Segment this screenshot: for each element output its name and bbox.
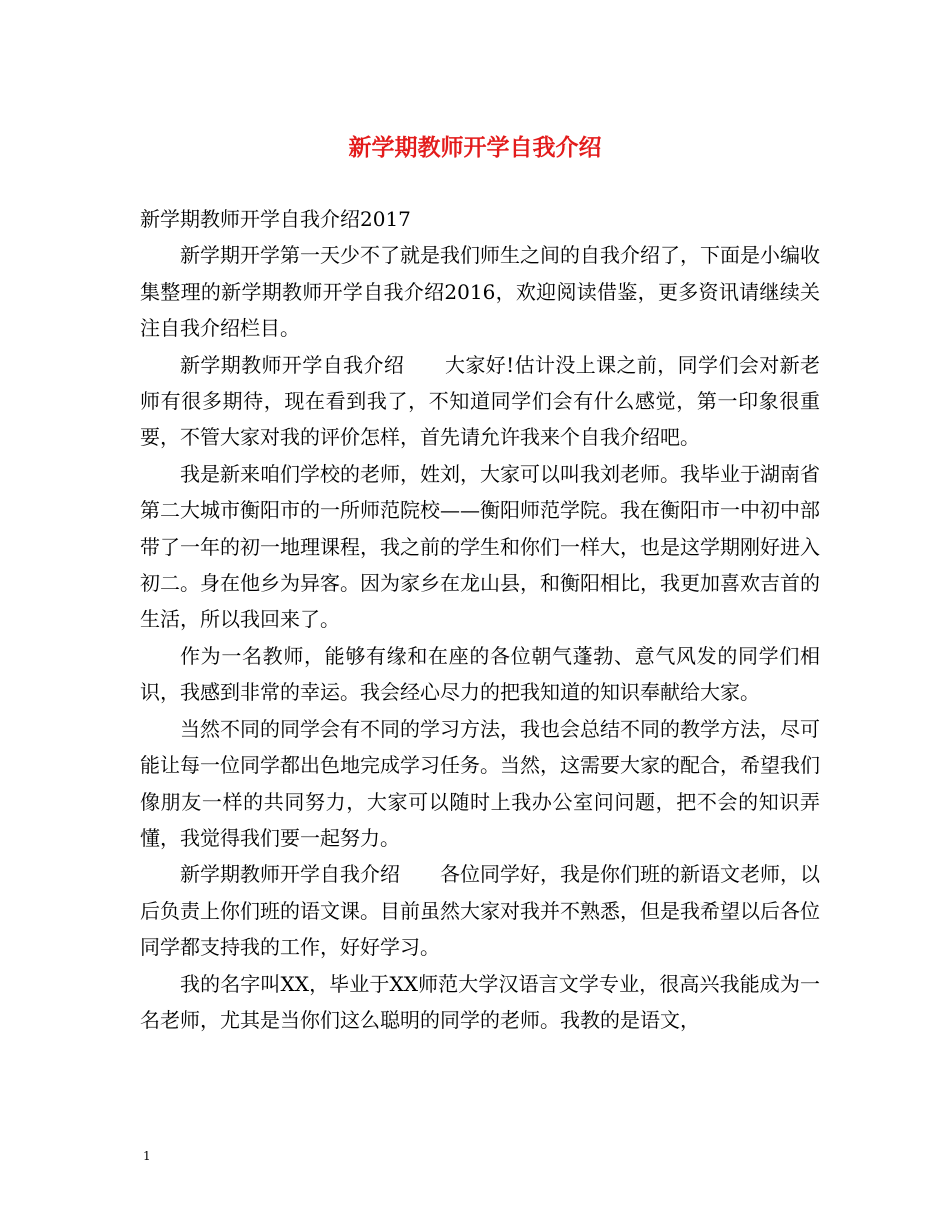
document-body xyxy=(140,201,820,1038)
paragraph-subtitle: 新学期教师开学自我介绍2017 xyxy=(140,207,411,231)
document-title: 新学期教师开学自我介绍 xyxy=(348,134,602,161)
paragraph-background: 我是新来咱们学校的老师，姓刘，大家可以叫我刘老师。我毕业于湖南省第二大城市衡阳市的一所师范院校——衡阳师范学院。我在衡阳市一中初中部带了一年的初一地理课程，我之前的学生和你们一样大，也是这学期刚好进入初二。身在他乡为异客。因为家乡在龙山县，和衡阳相比，我更加喜欢吉首的生活，所以我回来了。 xyxy=(140,461,820,632)
paragraph-methods: 当然不同的同学会有不同的学习方法，我也会总结不同的教学方法，尽可能让每一位同学都出色地完成学习任务。当然，这需要大家的配合，希望我们像朋友一样的共同努力，大家可以随时上我办公室问问题，把不会的知识弄懂，我觉得我们要一起努力。 xyxy=(140,716,820,850)
paragraph-chinese-teacher: 新学期教师开学自我介绍 各位同学好，我是你们班的新语文老师，以后负责上你们班的语文课。目前虽然大家对我并不熟悉，但是我希望以后各位同学都支持我的工作，好好学习。 xyxy=(140,862,820,960)
paragraph-name: 我的名字叫XX，毕业于XX师范大学汉语言文学专业，很高兴我能成为一名老师，尤其是当你们这么聪明的同学的老师。我教的是语文， xyxy=(140,971,820,1032)
paragraph-gratitude: 作为一名教师，能够有缘和在座的各位朝气蓬勃、意气风发的同学们相识，我感到非常的幸运。我会经心尽力的把我知道的知识奉献给大家。 xyxy=(140,643,820,705)
page-number: 1 xyxy=(143,1149,151,1163)
paragraph-greeting: 新学期教师开学自我介绍 大家好!估计没上课之前，同学们会对新老师有很多期待，现在看到我了，不知道同学们会有什么感觉，第一印象很重要，不管大家对我的评价怎样，首先请允许我来个自我介绍吧。 xyxy=(140,352,820,450)
paragraph-intro: 新学期开学第一天少不了就是我们师生之间的自我介绍了，下面是小编收集整理的新学期教师开学自我介绍2016，欢迎阅读借鉴，更多资讯请继续关注自我介绍栏目。 xyxy=(140,243,820,341)
